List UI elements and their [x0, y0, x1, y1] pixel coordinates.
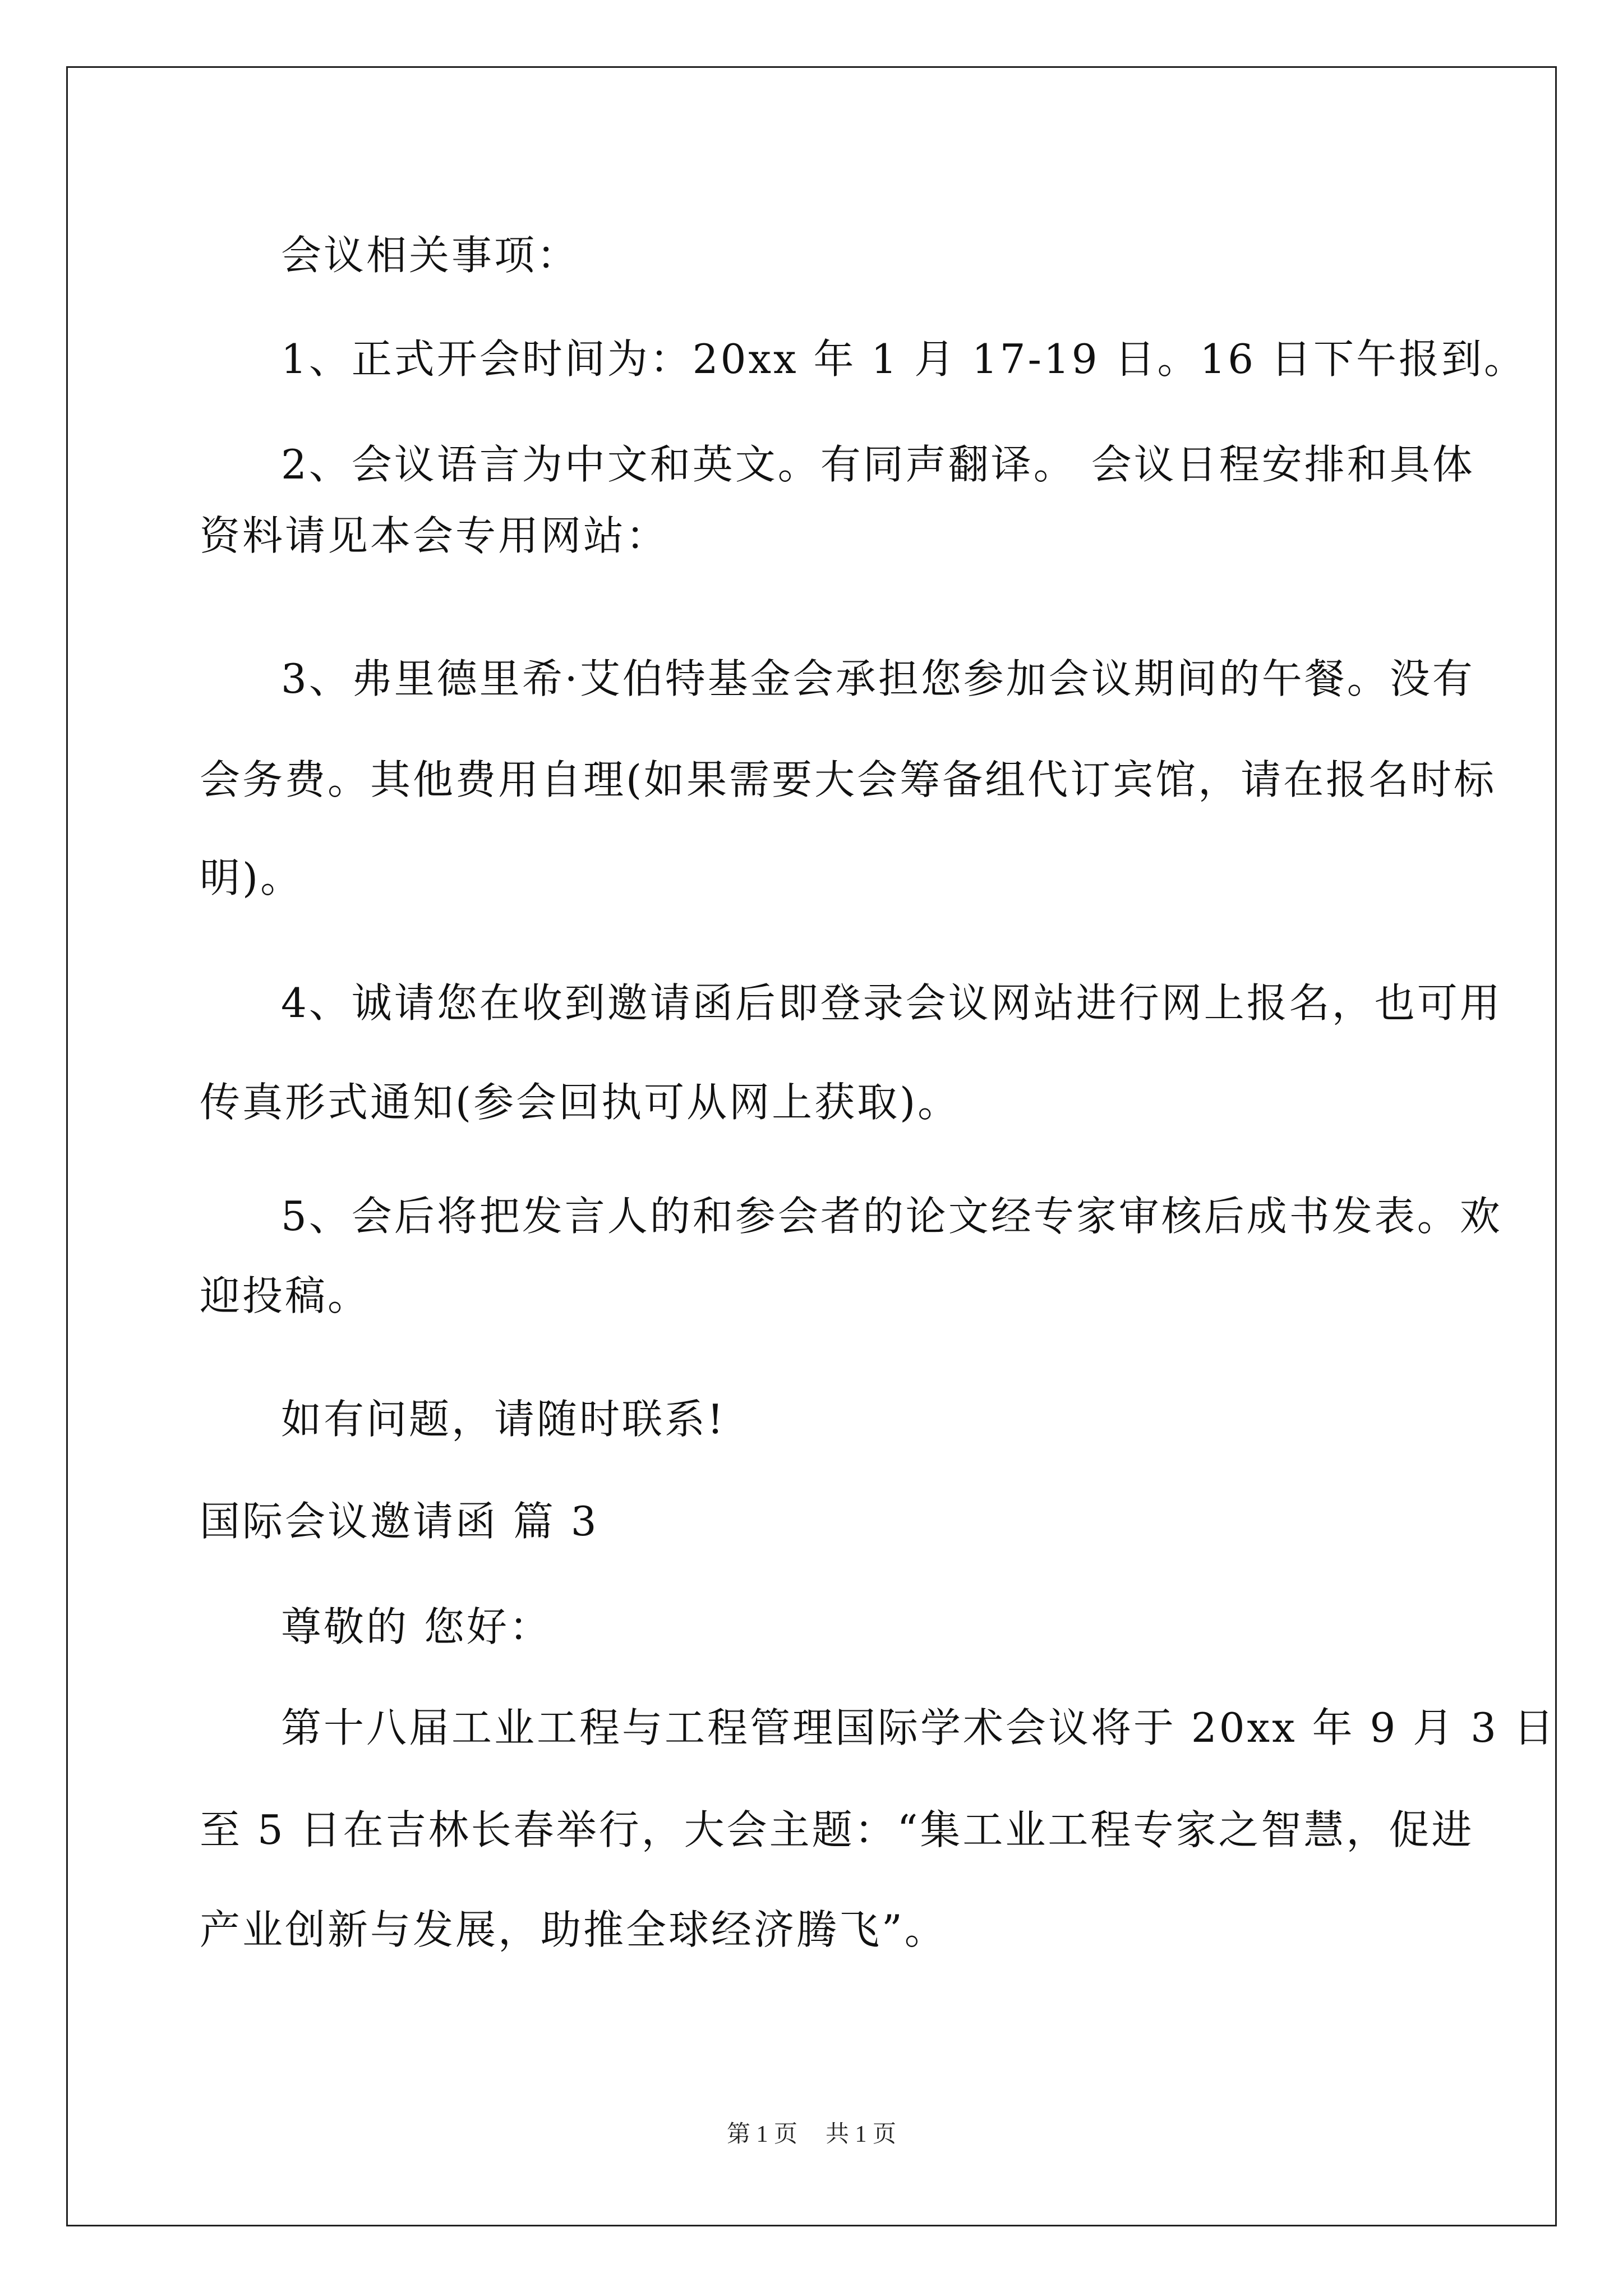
paragraph-line: 4、诚请您在收到邀请函后即登录会议网站进行网上报名，也可用: [281, 979, 1502, 1027]
paragraph-line: 至 5 日在吉林长春举行，大会主题：“集工业工程专家之智慧，促进: [200, 1806, 1474, 1853]
paragraph-line: 会务费。其他费用自理(如果需要大会筹备组代订宾馆，请在报名时标: [200, 756, 1497, 803]
paragraph-line: 1、正式开会时间为：20xx 年 1 月 17-19 日。16 日下午报到。: [281, 335, 1527, 383]
paragraph-line: 如有问题，请随时联系!: [281, 1396, 726, 1443]
paragraph-line: 传真形式通知(参会回执可从网上获取)。: [200, 1079, 961, 1126]
page-number: 第 1 页: [726, 2122, 797, 2147]
section-heading: 国际会议邀请函 篇 3: [200, 1498, 599, 1545]
paragraph-line: 2、会议语言为中文和英文。有同声翻译。 会议日程安排和具体: [281, 441, 1475, 488]
paragraph-line: 5、会后将把发言人的和参会者的论文经专家审核后成书发表。欢: [281, 1193, 1502, 1240]
page-total: 共 1 页: [826, 2122, 897, 2147]
paragraph-line: 会议相关事项：: [281, 232, 580, 279]
paragraph-line: 产业创新与发展，助推全球经济腾飞”。: [200, 1906, 947, 1953]
page-footer: [0, 2118, 1623, 2151]
salutation: 尊敬的 您好：: [281, 1603, 552, 1650]
paragraph-line: 第十八届工业工程与工程管理国际学术会议将于 20xx 年 9 月 3 日: [281, 1704, 1556, 1751]
paragraph-line: 迎投稿。: [200, 1272, 371, 1319]
paragraph-line: 资料请见本会专用网站：: [200, 512, 669, 559]
paragraph-line: 3、弗里德里希·艾伯特基金会承担您参加会议期间的午餐。没有: [281, 655, 1475, 702]
paragraph-line: 明)。: [200, 854, 303, 901]
